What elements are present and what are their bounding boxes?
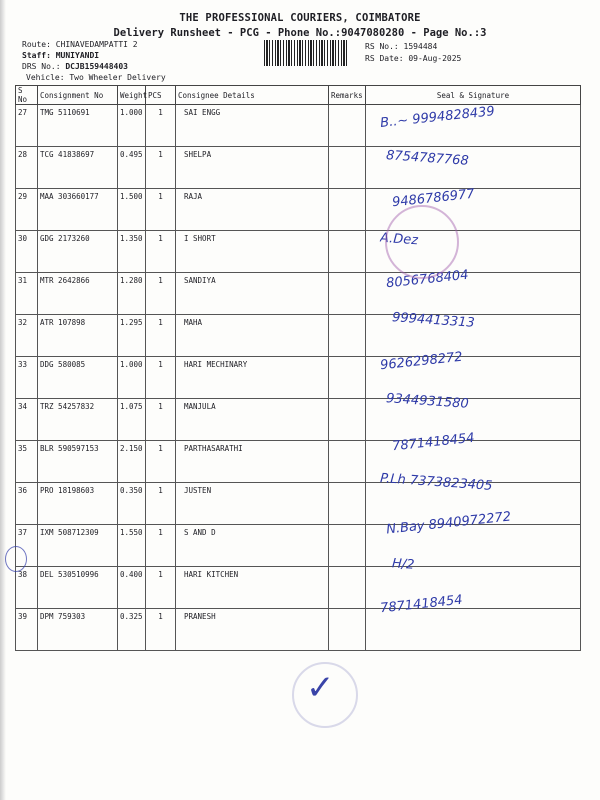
handwritten-signature: 7871418454 [379,592,464,617]
consignment-cell: TCG 41838697 [38,147,118,189]
remarks-cell [329,483,366,525]
weight-cell: 1.280 [118,273,146,315]
remarks-cell [329,357,366,399]
remarks-cell [329,609,366,651]
handwritten-signature: 9994413313 [391,310,476,331]
table-row [16,189,581,231]
sno-cell: 37 [16,525,38,567]
route-value: CHINAVEDAMPATTI 2 [55,40,138,49]
table-row [16,567,581,609]
sno-cell: 32 [16,315,38,357]
weight-cell: 0.325 [118,609,146,651]
weight-cell: 1.295 [118,315,146,357]
header-pcs: PCS [146,86,176,105]
consignment-cell: MAA 303660177 [38,189,118,231]
vehicle-value: Two Wheeler Delivery [69,73,166,82]
weight-cell: 1.500 [118,189,146,231]
pcs-cell: 1 [146,105,176,147]
pcs-cell: 1 [146,231,176,273]
remarks-cell [329,315,366,357]
vehicle-line: Vehicle: Two Wheeler Delivery [26,73,166,82]
remarks-cell [329,231,366,273]
sno-cell: 29 [16,189,38,231]
staff-line: Staff: MUNIYANDI [22,51,100,60]
drs-value: DCJB159448403 [65,62,128,71]
consignee-cell: HARI KITCHEN [176,567,329,609]
weight-cell: 0.495 [118,147,146,189]
rs-date-line: RS Date: 09-Aug-2025 [365,54,462,63]
weight-cell: 2.150 [118,441,146,483]
consignment-cell: DPM 759303 [38,609,118,651]
handwritten-signature: N.Bay 8940972272 [385,509,512,538]
consignee-cell: PRANESH [176,609,329,651]
consignee-cell: S AND D [176,525,329,567]
consignee-cell: HARI MECHINARY [176,357,329,399]
table-row [16,441,581,483]
remarks-cell [329,567,366,609]
sno-cell: 35 [16,441,38,483]
consignment-cell: BLR 590597153 [38,441,118,483]
handwritten-signature: 9344931580 [385,391,470,413]
handwritten-signature: B..~ 9994828439 [379,104,496,131]
remarks-cell [329,147,366,189]
consignment-cell: TMG 5110691 [38,105,118,147]
remarks-cell [329,189,366,231]
company-title: THE PROFESSIONAL COURIERS, COIMBATORE [179,12,421,24]
rs-number-value: 1594484 [403,42,438,51]
handwritten-signature: 7871418454 [391,430,476,455]
sno-cell: 33 [16,357,38,399]
runsheet-table [15,85,581,651]
weight-cell: 1.000 [118,105,146,147]
consignee-cell: MANJULA [176,399,329,441]
header-consignee: Consignee Details [176,86,329,105]
pcs-cell: 1 [146,147,176,189]
rs-date-value: 09-Aug-2025 [408,54,462,63]
checkmark-icon: ✓ [306,668,335,708]
consignee-cell: SAI ENGG [176,105,329,147]
consignee-cell: SHELPA [176,147,329,189]
consignment-cell: ATR 107898 [38,315,118,357]
sno-cell: 36 [16,483,38,525]
handwritten-signature: 8056768404 [385,268,470,292]
weight-cell: 0.350 [118,483,146,525]
rs-number-line: RS No.: 1594484 [365,42,438,51]
handwritten-signature: P.Lh 7373823405 [379,471,493,495]
pcs-cell: 1 [146,399,176,441]
table-row [16,399,581,441]
drs-line: DRS No.: DCJB159448403 [22,62,128,71]
table-row [16,315,581,357]
scan-edge [0,0,6,800]
consignment-cell: DEL 530510996 [38,567,118,609]
pcs-cell: 1 [146,483,176,525]
weight-cell: 0.400 [118,567,146,609]
remarks-cell [329,525,366,567]
pcs-cell: 1 [146,315,176,357]
table-row [16,525,581,567]
table-row [16,357,581,399]
weight-cell: 1.000 [118,357,146,399]
pcs-cell: 1 [146,273,176,315]
sno-cell: 30 [16,231,38,273]
weight-cell: 1.550 [118,525,146,567]
table-row [16,609,581,651]
runsheet-subtitle: Delivery Runsheet - PCG - Phone No.:9047080280 - Page No.:3 [113,27,487,39]
consignment-cell: GDG 2173260 [38,231,118,273]
table-row [16,231,581,273]
sno-cell: 31 [16,273,38,315]
handwritten-signature: H/2 [391,555,415,573]
header-consignment: Consignment No [38,86,118,105]
handwritten-signature: 9486786977 [391,186,476,211]
consignee-cell: I SHORT [176,231,329,273]
table-row [16,105,581,147]
header-seal-signature: Seal & Signature [366,86,581,105]
remarks-cell [329,441,366,483]
barcode [264,40,348,66]
handwritten-signature: A.Dez [379,230,419,249]
consignee-cell: JUSTEN [176,483,329,525]
pcs-cell: 1 [146,609,176,651]
pcs-cell: 1 [146,189,176,231]
table-row [16,273,581,315]
remarks-cell [329,105,366,147]
weight-cell: 1.350 [118,231,146,273]
pcs-cell: 1 [146,525,176,567]
row-38-circle-mark [5,546,27,572]
sno-cell: 38 [16,567,38,609]
consignee-cell: PARTHASARATHI [176,441,329,483]
consignment-cell: DDG 580085 [38,357,118,399]
pcs-cell: 1 [146,357,176,399]
seal-stamp [385,205,459,279]
consignment-cell: TRZ 54257832 [38,399,118,441]
consignee-cell: SANDIYA [176,273,329,315]
pcs-cell: 1 [146,441,176,483]
weight-cell: 1.075 [118,399,146,441]
consignee-cell: RAJA [176,189,329,231]
table-header-row [16,86,581,105]
staff-value: MUNIYANDI [55,51,100,60]
handwritten-signature: 9626298272 [379,349,464,373]
route-line: Route: CHINAVEDAMPATTI 2 [22,40,138,49]
consignment-cell: IXM 508712309 [38,525,118,567]
remarks-cell [329,273,366,315]
sno-cell: 27 [16,105,38,147]
consignment-cell: PRO 18198603 [38,483,118,525]
header-sno: S No [16,86,38,105]
header-remarks: Remarks [329,86,366,105]
pcs-cell: 1 [146,567,176,609]
seal-signature-cell [366,609,581,651]
sno-cell: 34 [16,399,38,441]
header-weight: Weight [118,86,146,105]
consignment-cell: MTR 2642866 [38,273,118,315]
handwritten-signature: 8754787768 [385,147,470,169]
sno-cell: 39 [16,609,38,651]
table-body [16,105,581,651]
table-row [16,147,581,189]
sno-cell: 28 [16,147,38,189]
consignee-cell: MAHA [176,315,329,357]
remarks-cell [329,399,366,441]
